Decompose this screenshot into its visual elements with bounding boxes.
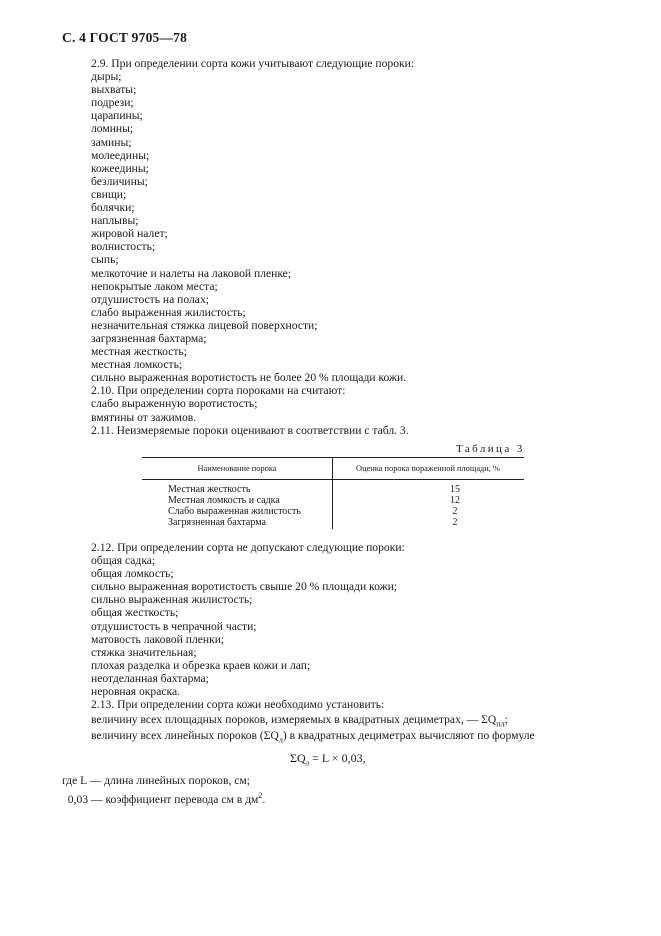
table-top-rule <box>142 457 524 458</box>
list-item: замины; <box>91 135 132 149</box>
clause-2-11: 2.11. Неизмеряемые пороки оценивают в соответствии с табл. 3. <box>91 423 409 437</box>
table-caption: Таблица 3 <box>456 443 525 455</box>
list-item: подрези; <box>91 96 134 110</box>
definition-coefficient-end: . <box>262 792 266 806</box>
formula-rhs: = L × 0,03, <box>309 751 366 765</box>
list-item: стяжка значительная; <box>91 645 197 659</box>
table-cell-value: 12 <box>450 495 460 506</box>
list-item: болячки; <box>91 201 135 215</box>
linear-subscript: л <box>278 735 283 745</box>
table-cell-name: Загрязненная бахтарма <box>168 517 266 528</box>
list-item: общая ломкость; <box>91 567 174 581</box>
list-item: наплывы; <box>91 214 139 228</box>
table-header-rule <box>142 479 524 480</box>
list-item: выхваты; <box>91 83 137 97</box>
list-item: мелкоточие и налеты на лаковой пленке; <box>91 266 292 280</box>
list-item: местная ломкость; <box>91 358 183 372</box>
list-item: плохая разделка и обрезка краев кожи и лап; <box>91 658 311 672</box>
table-cell-name: Слабо выраженная жилистость <box>168 506 301 517</box>
clause-2-12: 2.12. При определении сорта не допускают следующие пороки: <box>91 541 405 554</box>
list-item: ломины; <box>91 122 134 136</box>
formula-lhs: ΣQ <box>290 751 306 765</box>
list-item: общая садка; <box>91 554 156 568</box>
list-item: жировой налет; <box>91 227 168 241</box>
list-item: общая жесткость; <box>91 606 179 620</box>
table-header-name: Наименование порока <box>197 464 277 473</box>
area-subscript: пл <box>496 719 505 729</box>
linear-defects-line <box>91 729 535 746</box>
list-item: свищи; <box>91 187 127 201</box>
list-item: сильно выраженная воротистость не более 20 % площади кожи. <box>91 371 407 385</box>
list-item: неотделанная бахтарма; <box>91 671 209 685</box>
list-item: сыпь; <box>91 253 119 267</box>
formula-lhs-sub: л <box>305 758 310 768</box>
list-item: молеедины; <box>91 148 150 162</box>
list-item: слабо выраженную воротистость; <box>91 397 258 411</box>
clause-2-13: 2.13. При определении сорта кожи необходимо установить: <box>91 698 385 712</box>
list-item: кожеедины; <box>91 161 149 175</box>
list-item: слабо выраженная жилистость; <box>91 305 246 319</box>
table-cell-value: 15 <box>450 484 460 495</box>
definitions <box>62 773 266 806</box>
definition-coefficient-sup: 2 <box>258 791 263 800</box>
list-item: вмятины от зажимов. <box>91 410 197 424</box>
formula <box>290 751 366 767</box>
table-row <box>168 484 524 495</box>
list-item: непокрытые лаком места; <box>91 279 218 293</box>
table-row <box>168 517 524 528</box>
table-cell-name: Местная жесткость <box>168 484 251 495</box>
definition-coefficient-text: 0,03 — коэффициент перевода см в дм <box>62 792 259 806</box>
list-item: дыры; <box>91 70 122 84</box>
list-item: незначительная стяжка лицевой поверхности; <box>91 318 318 332</box>
list-item: загрязненная бахтарма; <box>91 331 207 345</box>
area-defects-line <box>91 713 508 730</box>
section-2-9-list <box>91 57 414 437</box>
section-2-12-list <box>91 541 405 711</box>
clause-2-10: 2.10. При определении сорта пороками на считают: <box>91 384 346 398</box>
list-item: матовость лаковой пленки; <box>91 632 225 646</box>
list-item: местная жесткость; <box>91 345 187 359</box>
table-cell-name: Местная ломкость и садка <box>168 495 280 506</box>
list-item: царапины; <box>91 109 143 123</box>
area-end: ; <box>504 713 508 726</box>
list-item: волнистость; <box>91 240 156 254</box>
definition-L <box>62 773 265 788</box>
table-cell-value: 2 <box>452 517 458 528</box>
list-item: отдушистость на полах; <box>91 292 209 306</box>
linear-defects-post: ) в квадратных дециметрах вычисляют по формуле <box>282 729 535 742</box>
clause-2-9: 2.9. При определении сорта кожи учитывают следующие пороки: <box>91 57 415 70</box>
list-item: отдушистость в чепрачной части; <box>91 619 257 633</box>
area-defects-text: величину всех площадных пороков, измеряемых в квадратных дециметрах, — ΣQ <box>91 713 497 726</box>
list-item: неровная окраска. <box>91 685 181 699</box>
definition-coefficient <box>62 788 266 806</box>
linear-defects-pre: величину всех линейных пороков (ΣQ <box>91 729 279 742</box>
table-row <box>168 495 524 506</box>
table-cell-value: 2 <box>452 506 458 517</box>
page-header: С. 4 ГОСТ 9705—78 <box>62 30 188 45</box>
list-item: безличины; <box>91 174 148 188</box>
list-item: сильно выраженная жилистость; <box>91 593 253 607</box>
list-item: сильно выраженная воротистость свыше 20 % площади кожи; <box>91 580 398 594</box>
table-row <box>168 506 524 517</box>
table-header-score: Оценка порока пораженной площади, % <box>356 464 500 473</box>
definition-L-text: где L — длина линейных пороков, см; <box>62 774 250 787</box>
